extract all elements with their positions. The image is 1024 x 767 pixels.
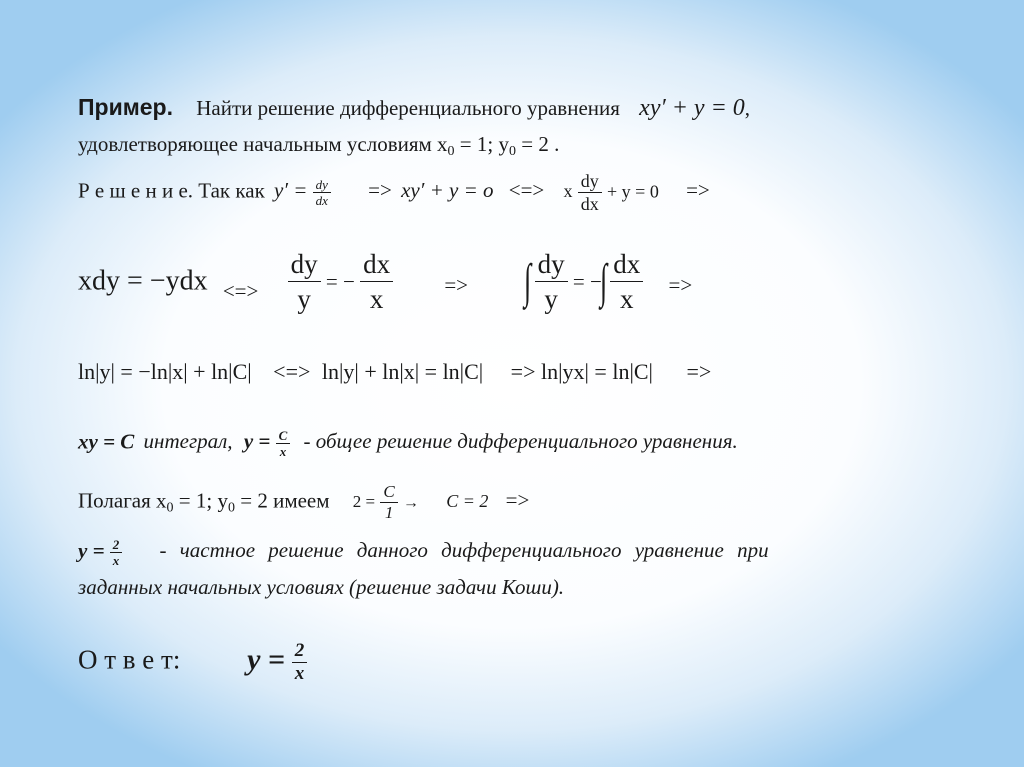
xdy-equation: xdy = −ydx — [78, 265, 208, 297]
int-dy-y-fraction — [535, 247, 568, 316]
fraction-denominator: y — [297, 284, 311, 314]
fraction-denominator: x — [279, 444, 287, 459]
dy-y-fraction — [288, 247, 321, 316]
implies-3: => — [444, 273, 468, 298]
fraction-denominator: x — [620, 284, 634, 314]
fraction-numerator: dy — [313, 177, 331, 193]
example-comma: , — [744, 96, 751, 120]
x0-value: = 1; y — [459, 132, 509, 156]
log-equation-1: ln|y| = −ln|x| + ln|C| — [78, 359, 252, 384]
equivalent-3: <=> — [273, 359, 311, 384]
x0-value-2: = 1; y — [178, 488, 228, 513]
equals-minus-1: = − — [325, 269, 355, 294]
substitution-line — [78, 482, 529, 523]
substitution-text: Полагая x — [78, 488, 167, 513]
c-equals-2: C = 2 — [446, 491, 489, 512]
fraction-numerator: dy — [578, 170, 602, 193]
general-solution-line — [78, 428, 738, 459]
integral-sign-2: ∫ — [599, 254, 608, 308]
y-equals-2: y = — [78, 538, 105, 563]
example-heading: Пример. — [78, 94, 173, 120]
y0-subscript: 0 — [508, 144, 516, 159]
fraction-denominator: y — [544, 284, 558, 314]
fraction-denominator: x — [112, 553, 120, 568]
x0-subscript: 0 — [447, 144, 455, 159]
x0-subscript-2: 0 — [166, 500, 174, 516]
fraction-numerator: 2 — [292, 640, 308, 663]
fraction-numerator: C — [276, 428, 291, 444]
fraction-denominator: x — [294, 663, 305, 684]
integral-word: интеграл, — [143, 429, 233, 454]
example-line-2 — [78, 131, 559, 165]
equals-minus-2: = − — [572, 269, 602, 294]
yprime-definition: y′ = — [274, 178, 308, 203]
integral-sign-1: ∫ — [524, 254, 532, 308]
y-equals: y = — [243, 429, 271, 454]
y0-value-2: = 2 имеем — [240, 488, 330, 513]
fraction-denominator: x — [369, 284, 384, 314]
log-line — [78, 359, 711, 385]
answer-fraction — [292, 640, 308, 685]
answer-y-equals: y = — [247, 642, 286, 676]
arrow-symbol: → — [402, 494, 419, 512]
implies-4: => — [668, 273, 693, 298]
fraction-numerator: C — [380, 482, 397, 503]
xy-equals-c: xy = C — [78, 429, 135, 454]
dy-dx-fraction — [313, 177, 331, 208]
int-dx-x-fraction — [610, 247, 643, 316]
implies-6: => — [686, 359, 712, 384]
two-over-x-fraction — [110, 537, 123, 568]
fraction-denominator: dx — [580, 194, 599, 214]
answer-line — [78, 640, 307, 685]
c-over-1-fraction — [380, 482, 397, 523]
plus-y-zero: + y = 0 — [607, 181, 659, 202]
fraction-denominator: dx — [315, 193, 328, 208]
two-equals: 2 = — [352, 492, 376, 512]
equation-o: xy′ + y = o — [401, 178, 494, 203]
example-equation: xy′ + y = 0 — [639, 95, 745, 121]
particular-solution-text: - частное решение данного дифференциального уравнение при — [159, 538, 769, 563]
initial-conditions-text: удовлетворяющее начальным условиям x — [78, 132, 448, 156]
general-solution-text: - общее решение дифференциального уравнения. — [303, 429, 738, 454]
fraction-numerator: dy — [288, 247, 321, 282]
solution-line — [78, 170, 710, 215]
fraction-numerator: dy — [535, 247, 568, 282]
implies-2: => — [686, 178, 710, 203]
implies-5: => — [510, 359, 536, 384]
example-line-1 — [78, 94, 750, 121]
dx-x-fraction — [360, 247, 393, 316]
solution-intro: Р е ш е н и е. Так как — [78, 178, 265, 203]
answer-label: О т в е т: — [78, 644, 181, 675]
log-equation-3: ln|yx| = ln|C| — [541, 359, 653, 384]
fraction-numerator: dx — [360, 247, 393, 282]
dy-dx-fraction-2 — [578, 170, 602, 215]
y0-value: = 2 . — [521, 132, 560, 156]
y0-subscript-2: 0 — [227, 500, 235, 516]
implies-7: => — [505, 488, 530, 513]
equivalent-2: <=> — [222, 279, 259, 304]
particular-solution-text-2: заданных начальных условиях (решение задачи Коши). — [78, 575, 565, 599]
log-equation-2: ln|y| + ln|x| = ln|C| — [321, 359, 484, 384]
fraction-numerator: dx — [610, 247, 643, 282]
equivalent-1: <=> — [508, 178, 545, 203]
particular-solution-line — [78, 537, 769, 568]
fraction-denominator: 1 — [384, 503, 394, 522]
implies-1: => — [368, 178, 392, 203]
fraction-numerator: 2 — [110, 537, 123, 553]
example-task-text: Найти решение дифференциального уравнения — [196, 96, 620, 120]
separation-line — [78, 247, 692, 325]
c-over-x-fraction — [276, 428, 291, 459]
x-factor: x — [563, 181, 573, 202]
